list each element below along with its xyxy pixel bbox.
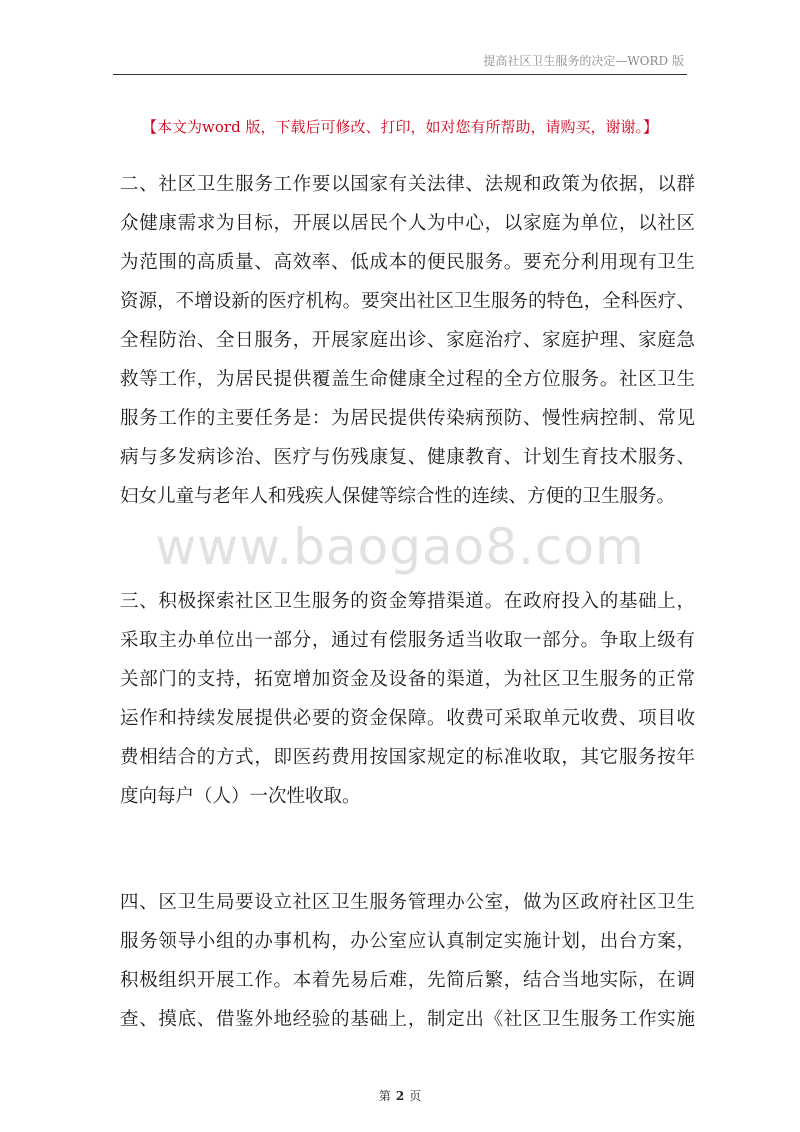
paragraph-line: 服务工作的主要任务是：为居民提供传染病预防、慢性病控制、常见: [120, 408, 695, 429]
paragraph-line: 二、社区卫生服务工作要以国家有关法律、法规和政策为依据，以群: [120, 174, 695, 195]
paragraph-line: 四、区卫生局要设立社区卫生服务管理办公室，做为区政府社区卫生: [120, 892, 695, 913]
running-header-title: 提高社区卫生服务的决定—WORD 版: [483, 54, 684, 68]
paragraph-line: 关部门的支持，拓宽增加资金及设备的渠道，为社区卫生服务的正常: [120, 669, 695, 690]
paragraph-line: 救等工作，为居民提供覆盖生命健康全过程的全方位服务。社区卫生: [120, 369, 695, 390]
page-footer: [0, 1087, 800, 1104]
page-label-suffix: 页: [409, 1089, 422, 1103]
page-label-prefix: 第: [378, 1089, 391, 1103]
paragraph-line: 病与多发病诊治、医疗与伤残康复、健康教育、计划生育技术服务、: [120, 447, 695, 468]
paragraph-line: 查、摸底、借鉴外地经验的基础上，制定出《社区卫生服务工作实施: [120, 1009, 695, 1030]
paragraph-line: 采取主办单位出一部分，通过有偿服务适当收取一部分。争取上级有: [120, 630, 695, 651]
watermark: www.baogao8.com: [155, 518, 645, 576]
paragraph-line: 为范围的高质量、高效率、低成本的便民服务。要充分利用现有卫生: [120, 252, 695, 273]
paragraph-line: 三、积极探索社区卫生服务的资金筹措渠道。在政府投入的基础上，: [120, 591, 695, 612]
paragraph-3: [120, 582, 695, 816]
paragraph-line: 资源，不增设新的医疗机构。要突出社区卫生服务的特色，全科医疗、: [120, 291, 695, 312]
paragraph-line: 费相结合的方式，即医药费用按国家规定的标准收取，其它服务按年: [120, 747, 695, 768]
paragraph-line: 众健康需求为目标，开展以居民个人为中心，以家庭为单位，以社区: [120, 213, 695, 234]
page-number: 2: [395, 1089, 405, 1103]
paragraph-line: 妇女儿童与老年人和残疾人保健等综合性的连续、方便的卫生服务。: [120, 486, 676, 507]
paragraph-line: 积极组织开展工作。本着先易后难，先简后繁，结合当地实际，在调: [120, 970, 695, 991]
header-divider: [113, 74, 687, 75]
paragraph-4: [120, 883, 695, 1039]
paragraph-line: 运作和持续发展提供必要的资金保障。收费可采取单元收费、项目收: [120, 708, 695, 729]
purchase-notice: 【本文为word 版，下载后可修改、打印，如对您有所帮助，请购买，谢谢。】: [142, 118, 658, 136]
paragraph-line: 服务领导小组的办事机构，办公室应认真制定实施计划，出台方案，: [120, 931, 695, 952]
paragraph-2: [120, 165, 695, 516]
paragraph-line: 度向每户（人）一次性收取。: [120, 786, 361, 807]
paragraph-line: 全程防治、全日服务，开展家庭出诊、家庭治疗、家庭护理、家庭急: [120, 330, 695, 351]
